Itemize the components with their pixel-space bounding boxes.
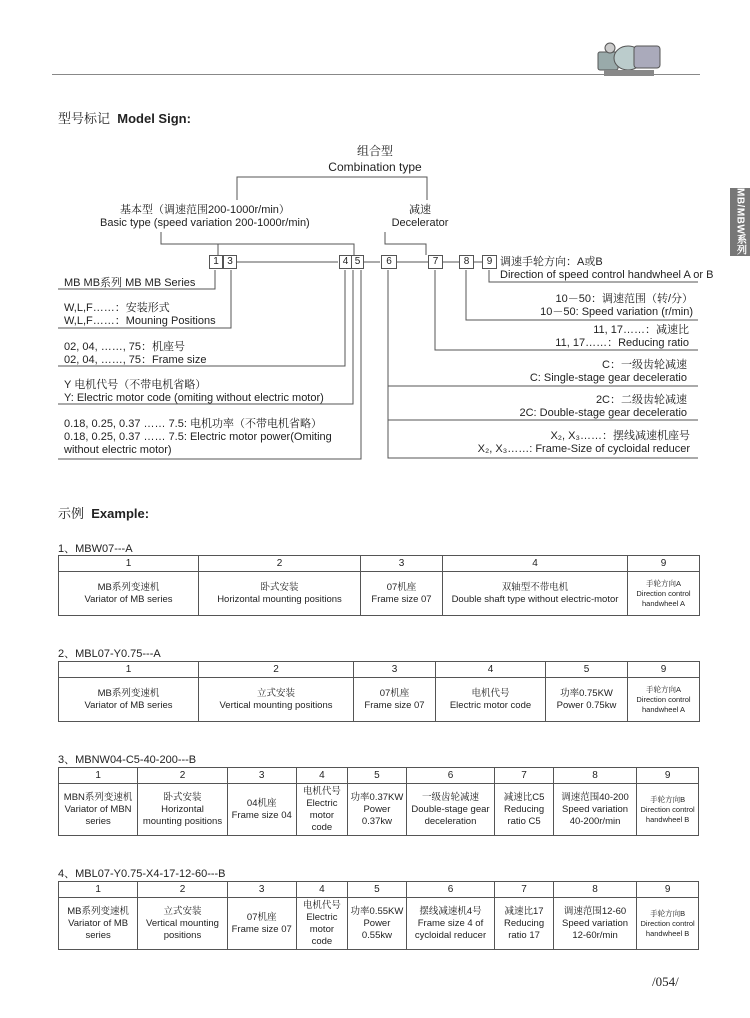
table-header-row [59,662,700,678]
table-cell: 减速比17 Reducing ratio 17 [495,898,554,950]
table-cell: 04机座 Frame size 04 [227,784,296,836]
header-cell: 4 [296,882,347,898]
table-header-row [59,882,699,898]
header-cell: 5 [348,768,407,784]
left-label-motor-power-cn: 0.18, 0.25, 0.37 …… 7.5: 电机功率（不带电机省略） [64,418,322,430]
left-label-mounting-en: W,L,F……：Mouning Positions [64,315,216,327]
table-cell: 减速比C5 Reducing ratio C5 [495,784,554,836]
right-label-speed [540,293,693,319]
header-cell: 9 [628,662,700,678]
combination-type-label [310,143,440,175]
right-label-speed-cn: 10－50：调速范围（转/分） [555,293,693,305]
right-label-cycloidal-en: X₂, X₃……: Frame-Size of cycloidal reducer [477,443,690,455]
header-cell: 2 [138,768,228,784]
combination-en: Combination type [328,160,422,174]
table-cell: 摆线减速机4号 Frame size 4 of cycloidal reducer [406,898,494,950]
right-label-handwheel-cn: 调速手轮方向：A或B [500,256,603,268]
table-row [59,784,699,836]
table-cell: 07机座 Frame size 07 [361,572,443,616]
header-cell: 2 [199,662,354,678]
table-cell: 手轮方向B Direction control handwheel B [637,784,699,836]
example-3-label: 3、MBNW04-C5-40-200---B [58,754,197,766]
right-label-speed-en: 10－50: Speed variation (r/min) [540,306,693,318]
header-cell: 8 [553,882,636,898]
header-cell: 2 [199,556,361,572]
position-box-9: 9 [482,255,497,269]
header-cell: 5 [348,882,407,898]
table-cell: 调速范围12-60 Speed variation 12-60r/min [553,898,636,950]
left-label-motor-power-en2: without electric motor) [64,444,172,456]
example-2-label: 2、MBL07-Y0.75---A [58,648,161,660]
table-header-row [59,556,700,572]
left-label-series-text: MB MB系列 MB MB Series [64,277,196,289]
example-title-en: Example: [91,506,150,521]
header-cell: 5 [546,662,628,678]
header-cell: 1 [59,662,199,678]
right-label-double-stage-cn: 2C：二级齿轮减速 [595,394,687,406]
header-cell: 9 [637,768,699,784]
left-label-motor-code-en: Y: Electric motor code (omiting without electric motor) [64,392,324,404]
table-cell: MB系列变速机 Variator of MB series [59,678,199,722]
table-cell: 立式安装 Vertical mounting positions [138,898,228,950]
table-cell: 07机座 Frame size 07 [354,678,436,722]
header-cell: 4 [436,662,546,678]
table-cell: MB系列变速机 Variator of MB series [59,572,199,616]
table-cell: 调速范围40-200 Speed variation 40-200r/min [553,784,636,836]
header-cell: 4 [443,556,628,572]
table-cell: 功率0.37KW Power 0.37kw [348,784,407,836]
basic-en: Basic type (speed variation 200-1000r/min) [100,217,310,229]
table-cell: 卧式安装 Horizontal mounting positions [199,572,361,616]
left-label-frame [64,341,206,367]
left-label-mounting [64,302,216,328]
table-cell: 功率0.55KW Power 0.55kw [348,898,407,950]
position-box-5: 5 [351,255,364,269]
left-label-motor-power [64,418,332,457]
position-box-3: 3 [223,255,237,269]
right-label-ratio [555,324,689,350]
left-label-mounting-cn: W,L,F……：安装形式 [64,302,170,314]
combination-cn: 组合型 [356,144,393,158]
header-cell: 1 [59,556,199,572]
header-cell: 1 [59,768,138,784]
table-cell: 一级齿轮减速 Double-stage gear deceleration [406,784,494,836]
left-label-motor-code-cn: Y 电机代号（不带电机省略） [64,379,207,391]
example-3-table [58,767,699,836]
table-cell: 07机座 Frame size 07 [227,898,296,950]
right-label-double-stage [519,394,687,420]
header-cell: 3 [354,662,436,678]
table-cell: MBN系列变速机 Variator of MBN series [59,784,138,836]
table-cell: MB系列变速机 Variator of MB series [59,898,138,950]
example-title-cn: 示例 [58,506,85,521]
example-1-label: 1、MBW07---A [58,543,133,555]
header-cell: 7 [495,882,554,898]
table-row [59,678,700,722]
left-label-series [64,277,195,290]
example-4-label: 4、MBL07-Y0.75-X4-17-12-60---B [58,868,226,880]
position-box-6: 6 [381,255,397,269]
header-cell: 1 [59,882,138,898]
header-cell: 3 [227,882,296,898]
right-label-single-stage-en: C: Single-stage gear deceleratio [529,372,687,384]
table-cell: 电机代号 Electric motor code [436,678,546,722]
left-label-frame-cn: 02, 04, ……, 75：机座号 [64,341,186,353]
right-label-ratio-en: 11, 17……：Reducing ratio [555,337,689,349]
header-cell: 7 [495,768,554,784]
right-label-ratio-cn: 11, 17……：减速比 [593,324,689,336]
table-cell: 电机代号 Electric motor code [296,898,347,950]
table-row [59,898,699,950]
table-header-row [59,768,699,784]
right-label-cycloidal [478,430,690,456]
table-row [59,572,700,616]
header-cell: 9 [628,556,700,572]
series-side-tab: MB/MBW系列 [730,188,750,256]
model-sign-title-cn: 型号标记 [58,111,111,126]
table-cell: 手轮方向B Direction control handwheel B [637,898,699,950]
table-cell: 功率0.75KW Power 0.75kw [546,678,628,722]
table-cell: 卧式安装 Horizontal mounting positions [138,784,228,836]
basic-cn: 基本型（调速范围200-1000r/min） [120,204,290,216]
table-cell: 电机代号 Electric motor code [296,784,347,836]
example-2-table [58,661,700,722]
header-cell: 4 [296,768,347,784]
table-cell: 手轮方向A Direction control handwheel A [628,572,700,616]
decelerator-label [380,204,460,230]
example-4-table [58,881,699,950]
position-box-8: 8 [459,255,474,269]
table-cell: 双轴型不带电机 Double shaft type without electric-motor [443,572,628,616]
right-label-handwheel-en: Direction of speed control handwheel A or B [500,269,714,281]
header-cell: 2 [138,882,228,898]
header-cell: 6 [406,768,494,784]
decel-cn: 减速 [409,204,431,216]
position-box-1: 1 [209,255,223,269]
basic-type-label [100,204,310,230]
right-label-handwheel [500,256,713,282]
page-number: /054/ [652,974,679,989]
example-title [58,503,149,522]
header-cell: 8 [553,768,636,784]
left-label-frame-en: 02, 04, ……, 75：Frame size [64,354,207,366]
table-cell: 立式安装 Vertical mounting positions [199,678,354,722]
header-cell: 9 [637,882,699,898]
right-label-cycloidal-cn: X₂, X₃……：摆线减速机座号 [550,430,690,442]
left-label-motor-power-en: 0.18, 0.25, 0.37 …… 7.5: Electric motor power(Omiting [64,431,332,443]
right-label-single-stage-cn: C：一级齿轮减速 [602,359,687,371]
table-cell: 手轮方向A Direction control handwheel A [628,678,700,722]
model-sign-title-en: Model Sign: [117,111,191,126]
right-label-double-stage-en: 2C: Double-stage gear deceleratio [519,407,687,419]
header-cell: 3 [227,768,296,784]
decel-en: Decelerator [391,217,449,229]
example-1-table [58,555,700,616]
header-cell: 6 [406,882,494,898]
position-box-7: 7 [428,255,443,269]
right-label-single-stage [530,359,687,385]
header-cell: 3 [361,556,443,572]
left-label-motor-code [64,379,324,405]
position-box-4: 4 [339,255,352,269]
